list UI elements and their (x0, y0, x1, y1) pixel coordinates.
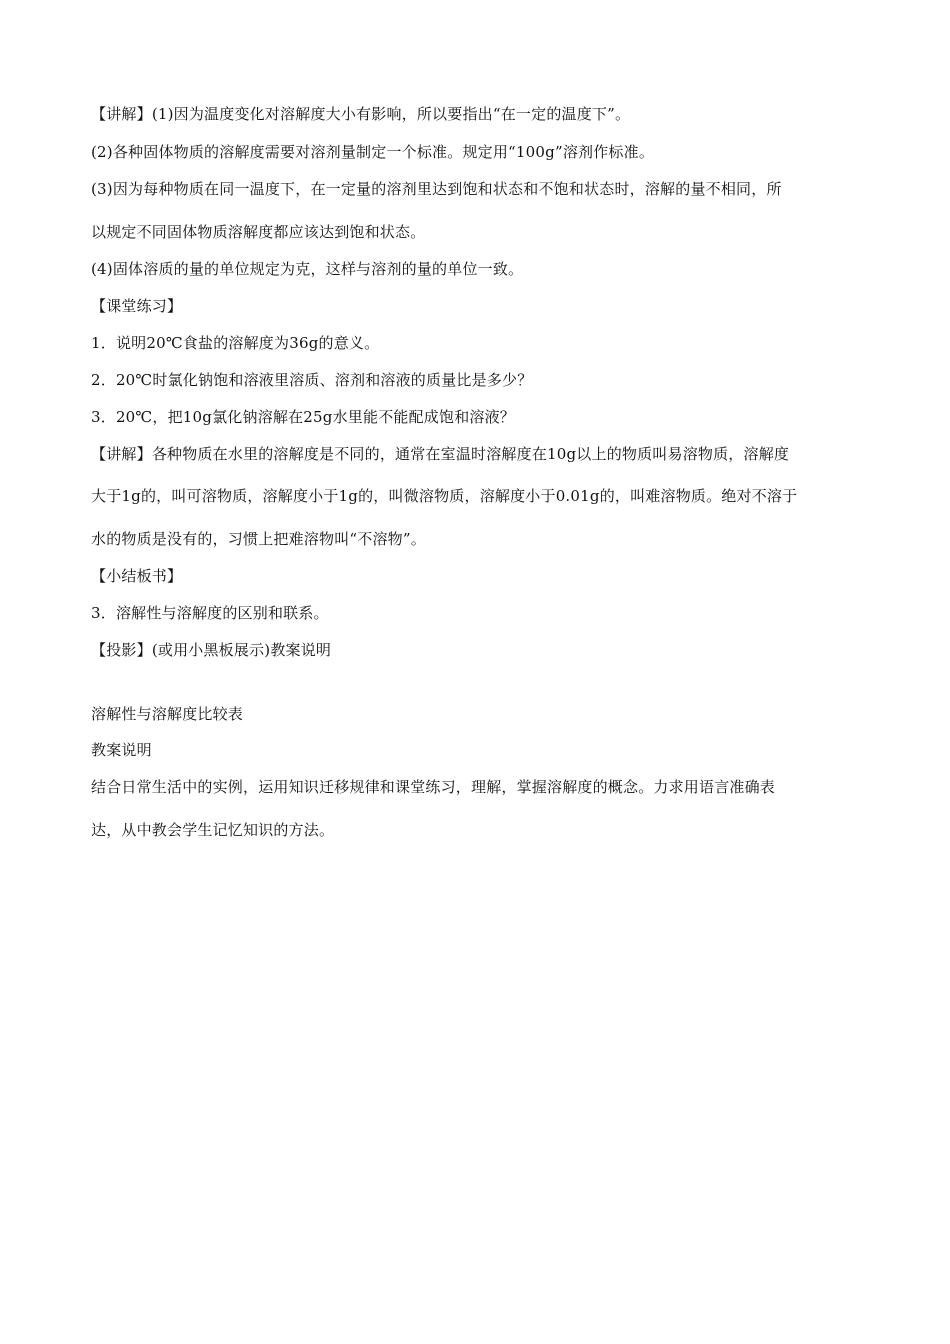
explain-2-line-1 (91, 444, 861, 464)
notes-line-1: 结合日常生活中的实例，运用知识迁移规律和课堂练习，理解，掌握溶解度的概念。力求用语言准确表 (91, 778, 776, 796)
explain-2-line-3: 水的物质是没有的，习惯上把难溶物叫“不溶物”。 (91, 530, 426, 548)
practice-question-1: 1．说明20℃食盐的溶解度为36g的意义。 (91, 334, 380, 352)
explain-2-line-2: 大于1g的，叫可溶物质，溶解度小于1g的，叫微溶物质，溶解度小于0.01g的，叫难溶物质。绝对不溶于 (91, 487, 798, 505)
explain-1-text: (1)因为温度变化对溶解度大小有影响，所以要指出“在一定的温度下”。 (151, 105, 631, 123)
practice-question-3: 3．20℃，把10g氯化钠溶解在25g水里能不能配成饱和溶液？ (91, 408, 515, 426)
notes-line-2: 达，从中教会学生记忆知识的方法。 (91, 821, 335, 839)
practice-question-2: 2．20℃时氯化钠饱和溶液里溶质、溶剂和溶液的质量比是多少？ (91, 371, 533, 389)
explain-1-line (91, 104, 861, 124)
explain-1-item-3-line-1: (3)因为每种物质在同一温度下，在一定量的溶剂里达到饱和状态和不饱和状态时，溶解的量不相同，所 (91, 180, 782, 198)
explain-1-item-3-line-2: 以规定不同固体物质溶解度都应该达到饱和状态。 (91, 223, 426, 241)
explain-tag: 【讲解】 (91, 445, 152, 463)
projection-line (91, 640, 861, 660)
comparison-table-title: 溶解性与溶解度比较表 (91, 705, 244, 723)
projection-text: (或用小黑板展示)教案说明 (151, 641, 332, 659)
notes-heading: 教案说明 (91, 741, 152, 759)
projection-tag: 【投影】 (91, 641, 152, 659)
summary-item-3: 3．溶解性与溶解度的区别和联系。 (91, 604, 329, 622)
explain-1-item-4: (4)固体溶质的量的单位规定为克，这样与溶剂的量的单位一致。 (91, 260, 524, 278)
practice-heading: 【课堂练习】 (91, 297, 183, 315)
explain-1-item-2: (2)各种固体物质的溶解度需要对溶剂量制定一个标准。规定用“100g”溶剂作标准。 (91, 143, 655, 161)
explain-tag: 【讲解】 (91, 105, 152, 123)
explain-2-text-1: 各种物质在水里的溶解度是不同的，通常在室温时溶解度在10g以上的物质叫易溶物质，溶解度 (151, 445, 790, 463)
summary-heading: 【小结板书】 (91, 567, 183, 585)
